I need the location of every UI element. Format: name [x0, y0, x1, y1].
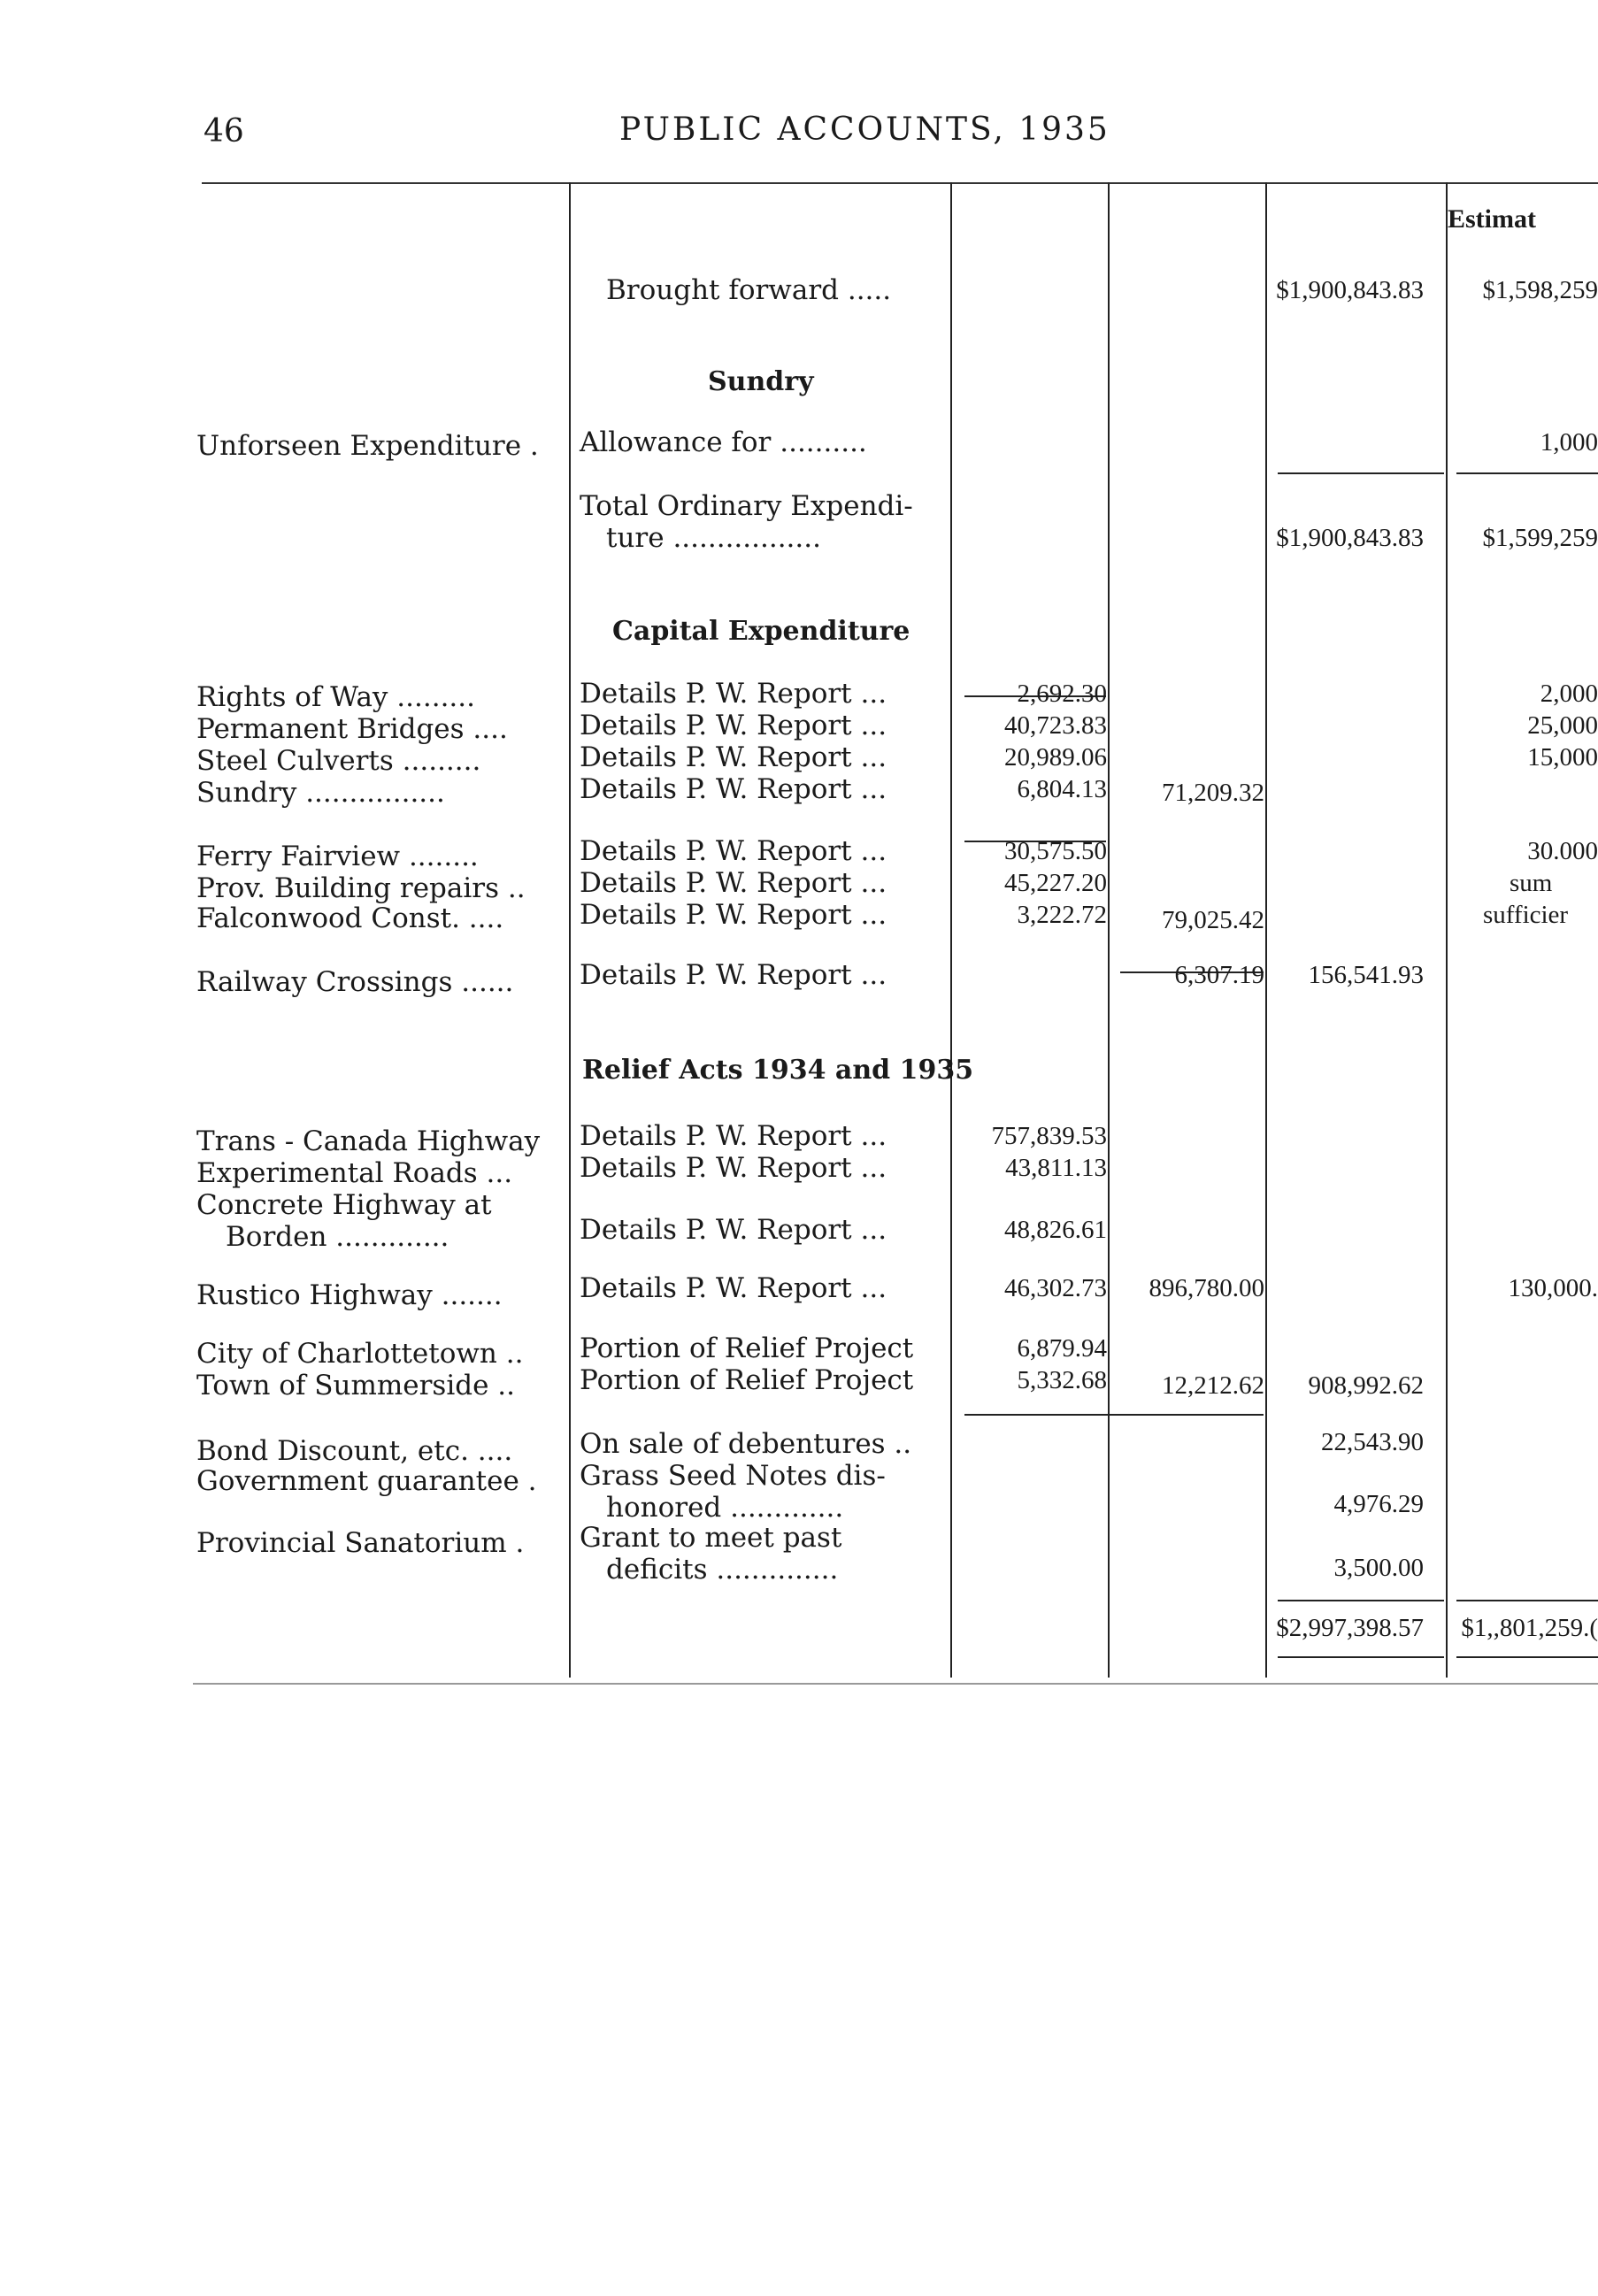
row-description: Allowance for .......... [580, 426, 867, 458]
page-number: 46 [204, 113, 244, 150]
amount-total: 4,976.29 [1333, 1490, 1424, 1518]
row-description: Brought forward ..... [606, 274, 892, 306]
amount-detail: 757,839.53 [991, 1122, 1107, 1150]
row-label: Prov. Building repairs .. [196, 872, 526, 904]
grand-total: $2,997,398.57 [1276, 1614, 1424, 1642]
amount-subtotal: 896,780.00 [1149, 1274, 1264, 1302]
total-rule [1456, 1656, 1598, 1658]
column-divider [1108, 182, 1110, 1678]
row-label: Experimental Roads ... [196, 1157, 513, 1189]
amount-estimate: 30.000 [1527, 837, 1598, 865]
row-description: Details P. W. Report ... [580, 867, 887, 899]
row-description-cont: deficits .............. [606, 1554, 839, 1586]
amount-estimate: 15,000 [1527, 743, 1598, 772]
amount-detail: 45,227.20 [1004, 869, 1107, 897]
amount-total: 3,500.00 [1333, 1554, 1424, 1582]
amount-detail: 6,804.13 [1017, 775, 1107, 803]
row-description: Grass Seed Notes dis- [580, 1460, 886, 1492]
row-label: Bond Discount, etc. .... [196, 1435, 513, 1467]
row-label: Government guarantee . [196, 1465, 537, 1497]
row-description: Portion of Relief Project [580, 1364, 914, 1396]
row-description-cont: honored ............. [606, 1492, 844, 1524]
bottom-rule [193, 1683, 1598, 1685]
amount-subtotal: 12,212.62 [1162, 1371, 1264, 1400]
amount-estimate: 25,000 [1527, 711, 1598, 740]
column-divider [950, 182, 952, 1678]
section-heading: Relief Acts 1934 and 1935 [582, 1055, 974, 1086]
subtotal-rule [1456, 472, 1598, 474]
estimate-header: Estimat [1448, 204, 1536, 234]
total-rule [1456, 1600, 1598, 1601]
row-description: Details P. W. Report ... [580, 1152, 887, 1184]
amount-detail: 2,692.30 [1017, 680, 1107, 708]
row-label: Trans - Canada Highway [196, 1125, 541, 1157]
total-rule [1278, 1600, 1444, 1601]
row-label: Railway Crossings ...... [196, 966, 514, 998]
amount-subtotal: 71,209.32 [1162, 779, 1264, 807]
row-description: Total Ordinary Expendi- [580, 490, 913, 522]
grand-total-estimate: $1,,801,259.( [1461, 1614, 1598, 1642]
row-description: Details P. W. Report ... [580, 899, 887, 931]
row-label: Town of Summerside .. [196, 1370, 516, 1401]
amount-total: 908,992.62 [1308, 1371, 1424, 1400]
row-description: Details P. W. Report ... [580, 1214, 887, 1246]
row-label: Ferry Fairview ........ [196, 841, 479, 872]
column-divider [569, 182, 571, 1678]
row-description: Grant to meet past [580, 1522, 842, 1554]
amount-detail: 6,879.94 [1017, 1334, 1107, 1363]
row-label: Sundry ................ [196, 777, 445, 809]
total-rule [1278, 1656, 1444, 1658]
amount-estimate: sufficier [1483, 901, 1569, 929]
row-label-cont: Borden ............. [226, 1221, 449, 1253]
row-description: Details P. W. Report ... [580, 1272, 887, 1304]
amount-detail: 20,989.06 [1004, 743, 1107, 772]
row-description-cont: ture ................. [606, 522, 821, 554]
subtotal-rule [1278, 472, 1444, 474]
amount-subtotal: 79,025.42 [1162, 906, 1264, 934]
section-heading: Sundry [708, 366, 814, 397]
row-label: Provincial Sanatorium . [196, 1527, 525, 1559]
row-description: Details P. W. Report ... [580, 678, 887, 710]
row-label: City of Charlottetown .. [196, 1338, 524, 1370]
row-label: Concrete Highway at [196, 1189, 492, 1221]
amount-total: $1,900,843.83 [1276, 276, 1424, 304]
page-title: PUBLIC ACCOUNTS, 1935 [619, 111, 1110, 148]
row-label: Rustico Highway ....... [196, 1279, 503, 1311]
amount-estimate: 2,000 [1540, 680, 1598, 708]
row-label: Steel Culverts ......... [196, 745, 481, 777]
amount-detail: 40,723.83 [1004, 711, 1107, 740]
section-heading: Capital Expenditure [612, 616, 910, 647]
amount-estimate: $1,599,259 [1482, 524, 1598, 552]
row-description: Details P. W. Report ... [580, 741, 887, 773]
subtotal-rule [964, 1414, 1264, 1416]
row-label: Rights of Way ......... [196, 681, 475, 713]
amount-estimate: $1,598,259 [1482, 276, 1598, 304]
row-description: Details P. W. Report ... [580, 835, 887, 867]
amount-subtotal: 6,307.19 [1174, 961, 1264, 989]
row-description: Details P. W. Report ... [580, 959, 887, 991]
amount-estimate: sum [1510, 869, 1553, 897]
row-label: Unforseen Expenditure . [196, 430, 539, 462]
row-description: Details P. W. Report ... [580, 710, 887, 741]
amount-total: $1,900,843.83 [1276, 524, 1424, 552]
amount-total: 22,543.90 [1321, 1428, 1424, 1456]
row-description: Details P. W. Report ... [580, 773, 887, 805]
amount-detail: 48,826.61 [1004, 1216, 1107, 1244]
row-label: Permanent Bridges .... [196, 713, 508, 745]
row-label: Falconwood Const. .... [196, 902, 504, 934]
top-rule [202, 182, 1598, 184]
column-divider [1446, 182, 1448, 1678]
row-description: Details P. W. Report ... [580, 1120, 887, 1152]
amount-total: 156,541.93 [1308, 961, 1424, 989]
amount-estimate: 130,000. [1508, 1274, 1598, 1302]
amount-estimate: 1,000 [1540, 428, 1598, 457]
row-description: Portion of Relief Project [580, 1332, 914, 1364]
amount-detail: 46,302.73 [1004, 1274, 1107, 1302]
amount-detail: 30,575.50 [1004, 837, 1107, 865]
column-divider [1265, 182, 1267, 1678]
amount-detail: 3,222.72 [1017, 901, 1107, 929]
row-description: On sale of debentures .. [580, 1428, 912, 1460]
amount-detail: 43,811.13 [1005, 1154, 1107, 1182]
amount-detail: 5,332.68 [1017, 1366, 1107, 1394]
